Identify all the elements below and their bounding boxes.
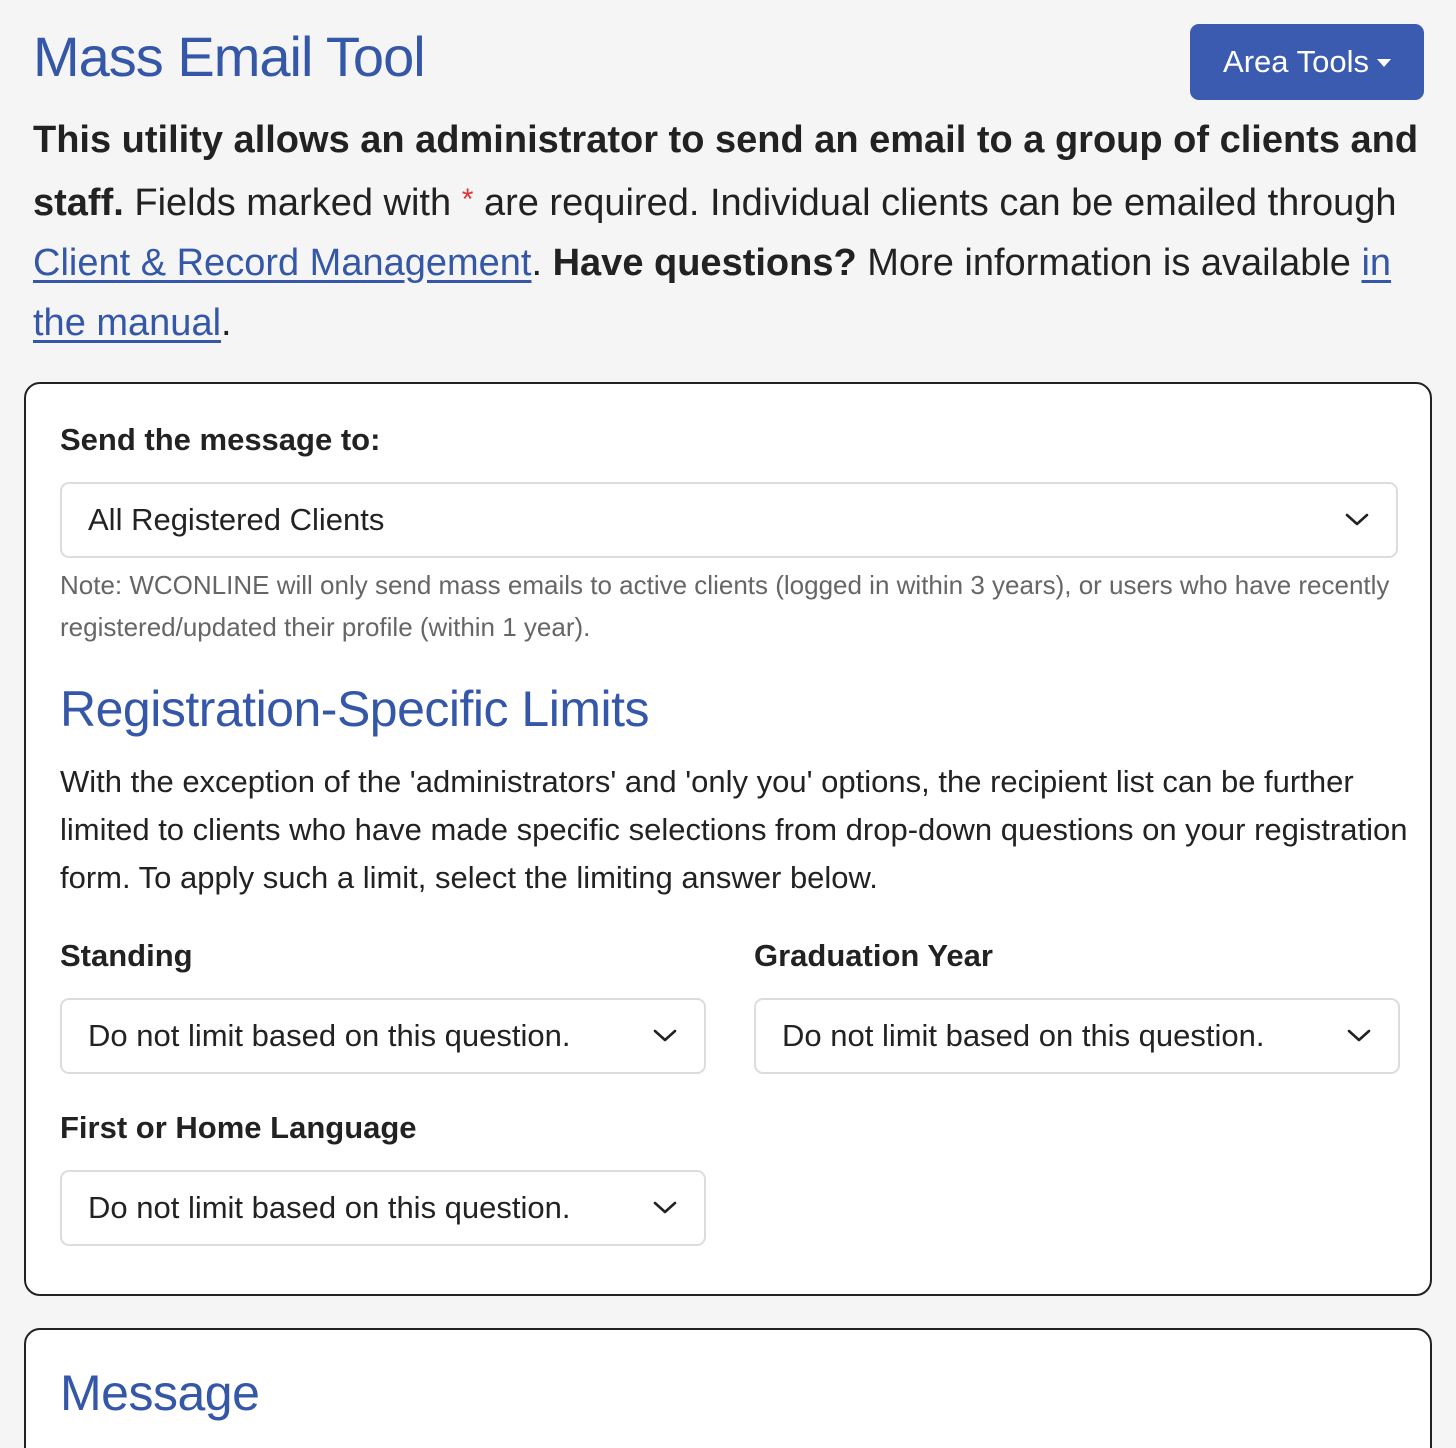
standing-label: Standing [60,938,193,973]
page-title: Mass Email Tool [33,25,425,88]
intro-lead: This utility allows an administrator to send an email to a group of clients and staff. [33,119,1419,224]
standing-value: Do not limit based on this question. [88,1018,571,1053]
area-tools-label: Area Tools [1223,44,1369,79]
limits-description: With the exception of the 'administrators' and 'only you' options, the recipient list can be further limited to clients who have made specific selections from drop-down questions on your registration form. To apply such a limit, select the limiting answer below. [60,764,1408,895]
limits-heading: Registration-Specific Limits [60,681,649,737]
questions-bold: Have questions? [552,242,857,284]
graduation-year-label: Graduation Year [754,938,993,973]
recipients-card [24,382,1432,1296]
intro-end-period: . [221,302,232,344]
client-record-management-link[interactable]: Client & Record Management [33,242,532,284]
graduation-year-select[interactable] [754,998,1400,1074]
language-select[interactable] [60,1170,706,1246]
send-to-value: All Registered Clients [88,502,385,537]
intro-period: . [531,242,543,284]
header [33,0,1432,110]
chevron-down-icon [1344,512,1370,528]
chevron-down-icon [652,1200,678,1216]
language-value: Do not limit based on this question. [88,1190,571,1225]
questions-text: More information is available [867,242,1351,284]
message-heading: Message [60,1365,260,1421]
intro-required-after: are required. Individual clients can be emailed through [483,182,1397,224]
intro-required-before: Fields marked with [134,182,452,224]
area-tools-dropdown-button[interactable] [1190,24,1424,100]
message-card [24,1328,1432,1448]
graduation-year-value: Do not limit based on this question. [782,1018,1265,1053]
chevron-down-icon [652,1028,678,1044]
manual-link[interactable]: in the manual [33,242,1392,344]
intro-paragraph [33,110,1423,353]
caret-down-icon [1377,59,1391,67]
recipients-note: Note: WCONLINE will only send mass emails to active clients (logged in within 3 years), or users who have recently registered/updated their profile (within 1 year). [60,570,1390,642]
required-star: * [461,183,474,216]
standing-select[interactable] [60,998,706,1074]
language-label: First or Home Language [60,1110,417,1145]
send-to-label: Send the message to: [60,422,381,457]
send-to-select[interactable] [60,482,1398,558]
chevron-down-icon [1346,1028,1372,1044]
